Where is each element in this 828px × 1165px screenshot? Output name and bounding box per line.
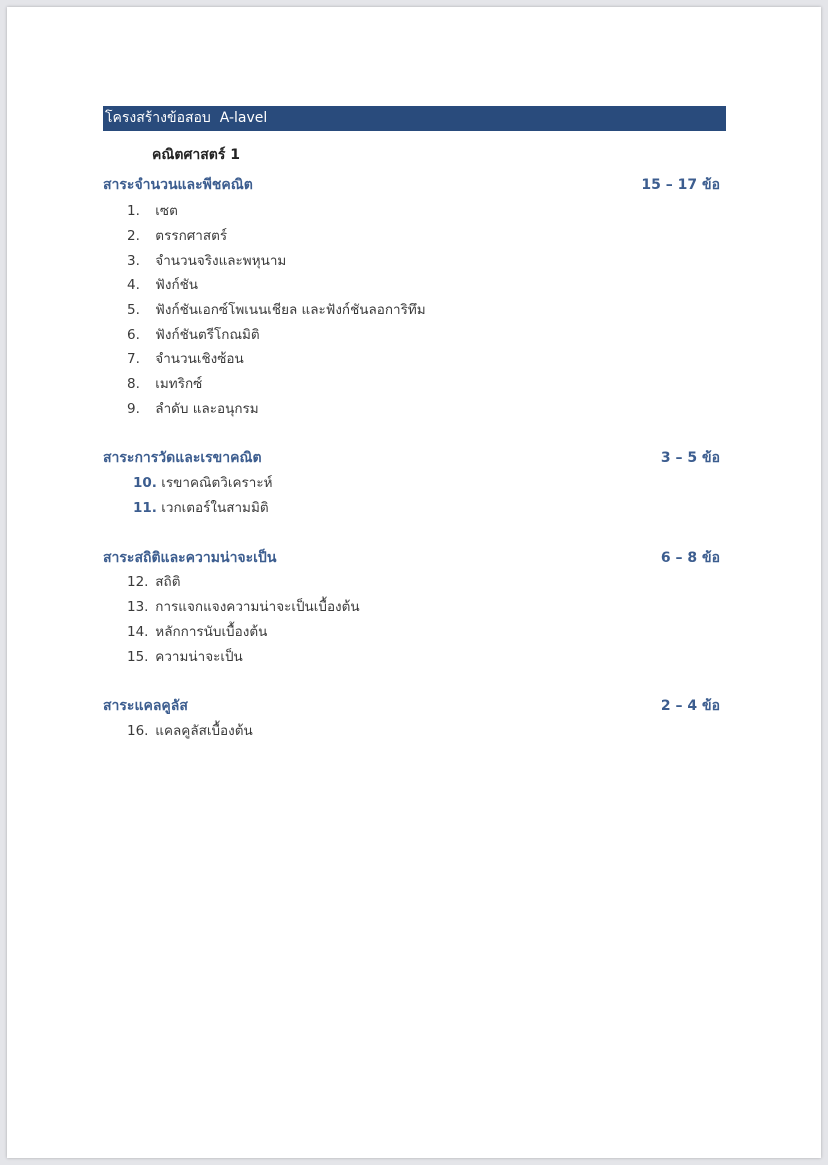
section-heading-calculus [103,696,726,716]
list-item [127,622,267,642]
section-heading-statistics [103,548,726,568]
item-number: 16. [127,723,149,739]
section-title: สาระการวัดและเรขาคณิต [103,450,262,466]
item-label: แคลคูลัสเบื้องต้น [155,723,253,739]
item-number: 4. [127,277,140,293]
item-label: การแจกแจงความน่าจะเป็นเบื้องต้น [155,599,360,615]
item-number: 2. [127,228,140,244]
item-number: 7. [127,351,140,367]
item-label: เมทริกซ์ [155,376,203,392]
item-label: ความน่าจะเป็น [155,649,243,665]
item-label: จำนวนเชิงซ้อน [155,351,244,367]
section-title: สาระจำนวนและพีชคณิต [103,177,253,193]
section-question-count: 6 – 8 ข้อ [660,550,720,566]
item-label: หลักการนับเบื้องต้น [155,624,268,640]
item-number: 12. [127,574,149,590]
list-item [127,251,286,271]
document-title-bar: โครงสร้างข้อสอบ A-lavel [103,106,726,131]
item-number: 14. [127,624,149,640]
item-label: เรขาคณิตวิเคราะห์ [161,475,273,491]
list-item [133,473,273,493]
item-number: 9. [127,401,140,417]
document-page [7,7,821,1158]
list-item [127,597,360,617]
section-title: สาระแคลคูลัส [103,698,188,714]
item-label: เซต [155,203,178,219]
item-label: ตรรกศาสตร์ [155,228,228,244]
item-number: 8. [127,376,140,392]
list-item [127,201,178,221]
item-number: 11. [133,500,157,516]
item-label: สถิติ [155,574,181,590]
item-number: 10. [133,475,157,491]
item-label: ฟังก์ชันเอกซ์โพเนนเชียล และฟังก์ชันลอการิทึม [155,302,426,318]
item-number: 15. [127,649,149,665]
section-question-count: 2 – 4 ข้อ [660,698,720,714]
section-heading-geometry [103,448,726,468]
list-item [127,226,227,246]
list-item [133,498,269,518]
item-label: เวกเตอร์ในสามมิติ [161,500,269,516]
item-number: 5. [127,302,140,318]
list-item [127,349,244,369]
section-question-count: 15 – 17 ข้อ [641,177,720,193]
list-item [127,572,180,592]
item-number: 13. [127,599,149,615]
list-item [127,300,426,320]
list-item [127,374,202,394]
item-label: ลำดับ และอนุกรม [155,401,259,417]
item-number: 1. [127,203,140,219]
item-label: จำนวนจริงและพหุนาม [155,253,287,269]
list-item [127,325,260,345]
item-label: ฟังก์ชัน [155,277,199,293]
item-number: 3. [127,253,140,269]
section-heading-algebra [103,175,726,195]
list-item [127,275,198,295]
list-item [127,399,259,419]
section-title: สาระสถิติและความน่าจะเป็น [103,550,277,566]
section-question-count: 3 – 5 ข้อ [660,450,720,466]
item-number: 6. [127,327,140,343]
list-item [127,721,253,741]
subject-heading: คณิตศาสตร์ 1 [152,147,240,163]
item-label: ฟังก์ชันตรีโกณมิติ [155,327,260,343]
list-item [127,647,243,667]
